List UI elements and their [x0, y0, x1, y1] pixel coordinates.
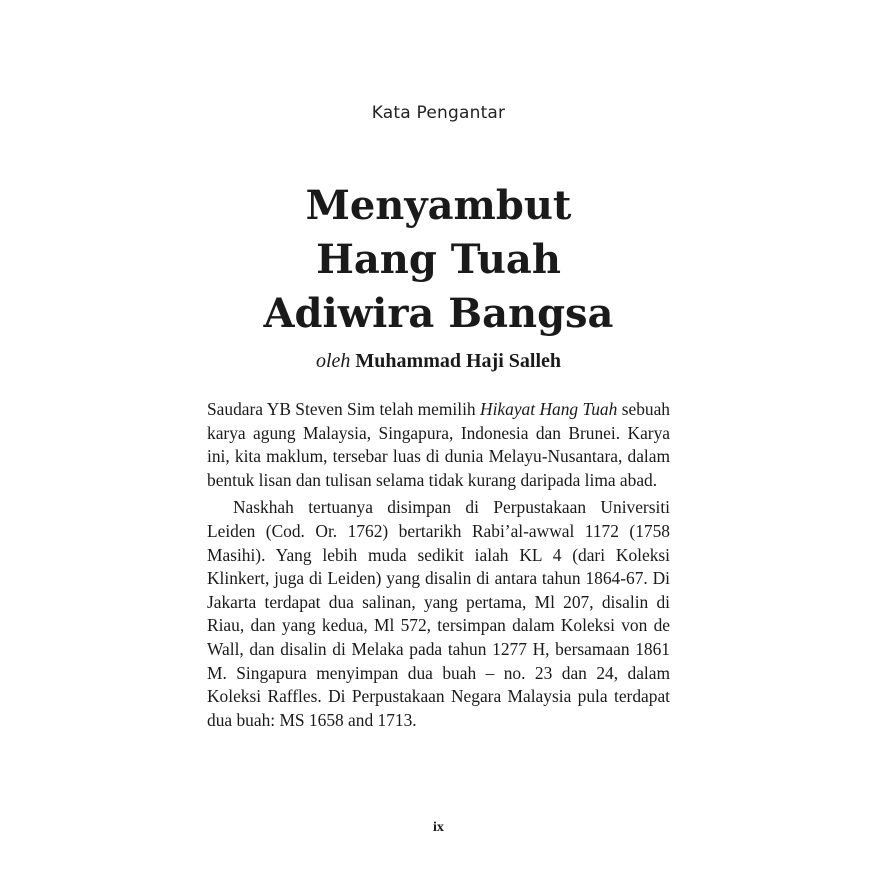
paragraph-text: Saudara YB Steven Sim telah memilih: [207, 399, 481, 419]
byline-prefix: oleh: [315, 350, 351, 372]
byline: [0, 350, 877, 373]
author-name: Muhammad Haji Salleh: [355, 350, 561, 372]
book-title-italic: Hikayat Hang Tuah: [480, 399, 618, 419]
chapter-title-line: Adiwira Bangsa: [263, 289, 614, 337]
chapter-title-line: Menyambut: [305, 181, 572, 229]
paragraph: [207, 398, 670, 492]
body-text: [207, 398, 670, 732]
section-label: Kata Pengantar: [371, 103, 506, 123]
paragraph: Naskhah tertuanya disimpan di Perpustakaan Universiti Leiden (Cod. Or. 1762) bertarikh Rabi’al-awwal 1172 (1758 Masihi). Yang lebih muda sedikit ialah KL 4 (dari Koleksi Klinkert, juga di Leiden) yang disalin di antara tahun 1864-67. Di Jakarta terdapat dua salinan, yang pertama, Ml 207, disalin di Riau, dan yang kedua, Ml 572, tersimpan dalam Koleksi von de Wall, dan disalin di Melaka pada tahun 1277 H, bersamaan 1861 M. Singapura menyimpan dua buah – no. 23 dan 24, dalam Koleksi Raffles. Di Perpustakaan Negara Malaysia pula terdapat dua buah: MS 1658 and 1713.: [207, 497, 670, 730]
paragraph-text: sebuah karya agung Malaysia, Singapura, Indonesia dan Brunei. Karya ini, kita maklum, tersebar luas di dunia Melayu-Nusantara, dalam bentuk lisan dan tulisan selama tidak kurang daripada lima abad.: [207, 399, 670, 490]
chapter-title: [0, 179, 877, 341]
page-number: ix: [433, 820, 444, 835]
chapter-title-line: Hang Tuah: [316, 235, 561, 283]
